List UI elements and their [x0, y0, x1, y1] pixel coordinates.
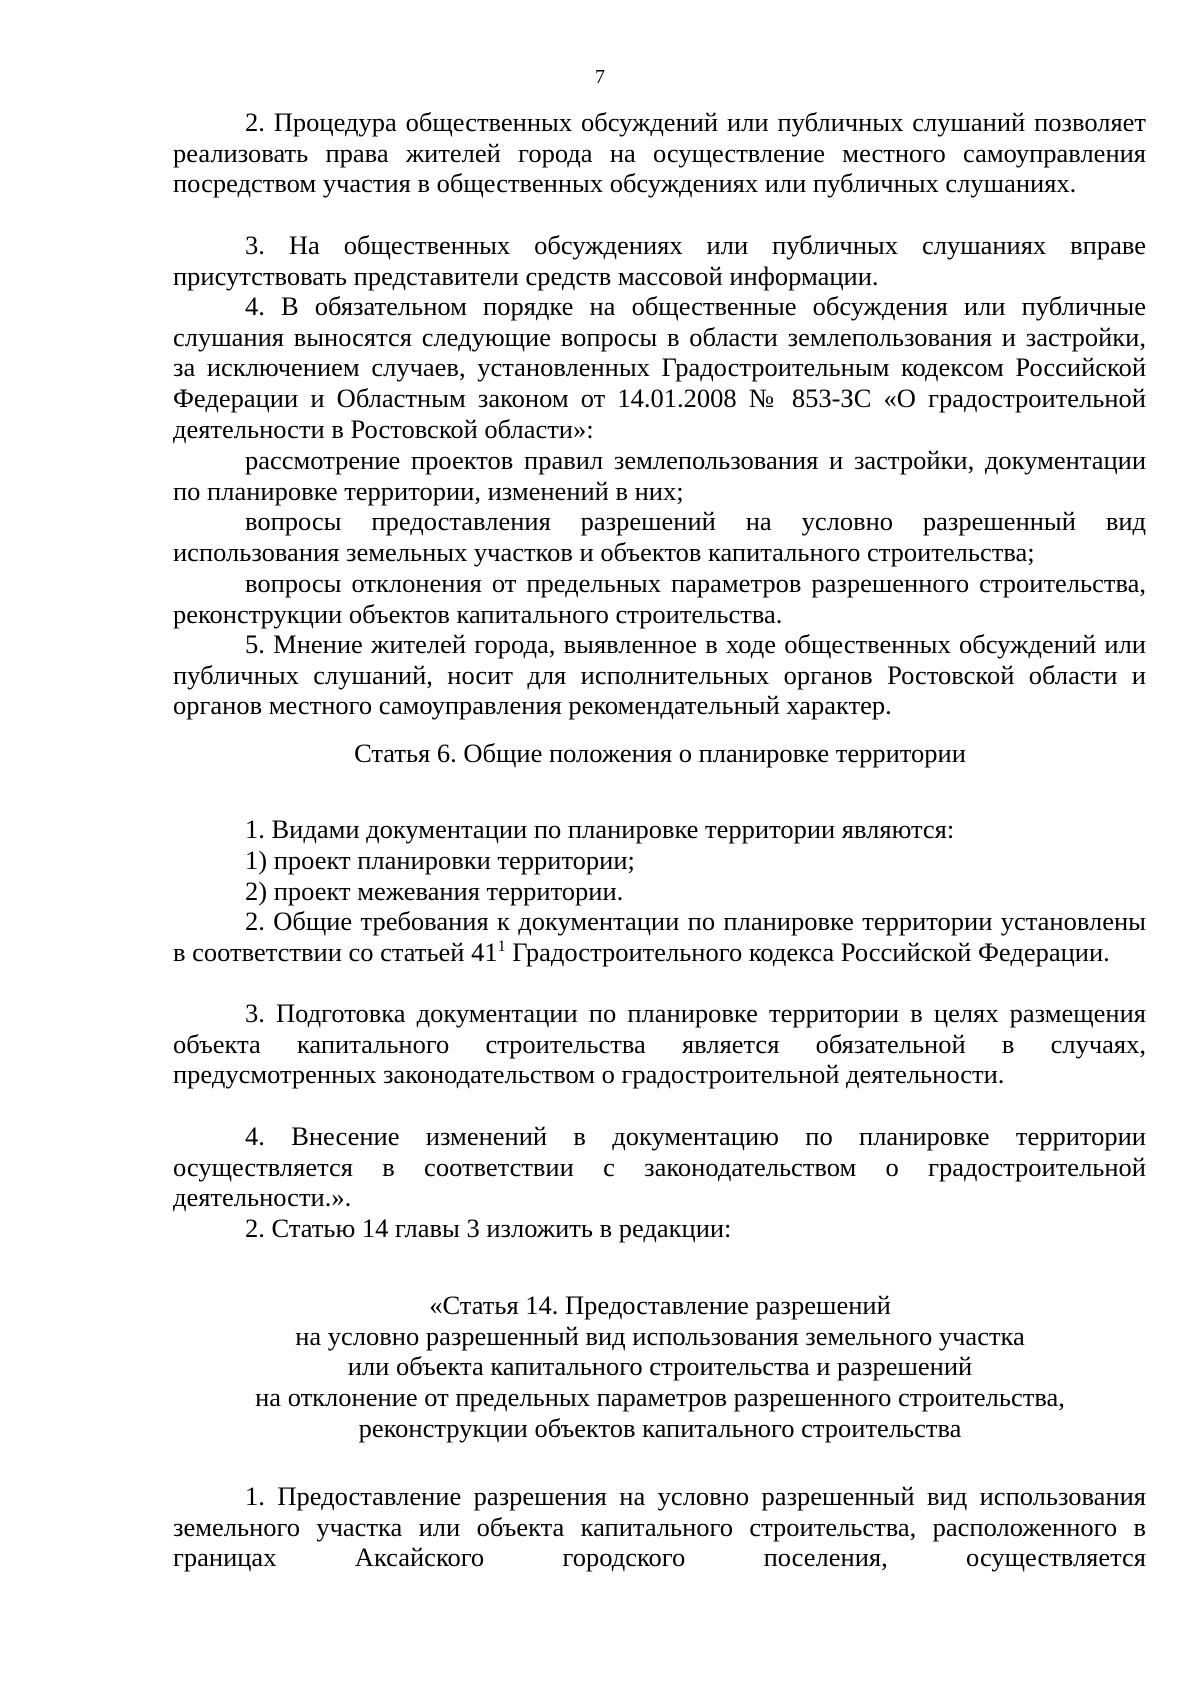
article-superscript: 1 — [497, 937, 506, 955]
paragraph-mandatory-issues: 4. В обязательном порядке на общественные обсуждения или публичные слушания выносятся следующие вопросы в области землепользования и застройки, за исключением случаев, установленных Градостроительным кодексом Российской Федерации и Областным законом от 14.01.2008 № 853-ЗС «О градостроительной деятельности в Ростовской области»: — [173, 291, 1146, 444]
paragraph-article-14-instruction: 2. Статью 14 главы 3 изложить в редакции: — [245, 1213, 732, 1243]
article-14-heading — [120, 1290, 1200, 1444]
paragraph-permit-granting: 1. Предоставление разрешения на условно разрешенный вид использования земельного участка или объекта капитального строительства, расположенного в границах Аксайского городского поселения, осуществляется — [173, 1481, 1146, 1573]
article-14-heading-line: на отклонение от предельных параметров разрешенного строительства, — [255, 1382, 1065, 1413]
paragraph-rules-review: рассмотрение проектов правил землепользования и застройки, документации по планировке территории, изменений в них; — [173, 445, 1146, 506]
list-item-survey-project: 2) проект межевания территории. — [245, 876, 624, 906]
paragraph-preparation: 3. Подготовка документации по планировке территории в целях размещения объекта капитального строительства является обязательной в случаях, предусмотренных законодательством о градостроительной деятельности. — [173, 998, 1146, 1090]
article-14-heading-line: реконструкции объектов капитального строительства — [358, 1412, 962, 1443]
paragraph-amendments: 4. Внесение изменений в документацию по планировке территории осуществляется в соответствии с законодательством о градостроительной деятельности.». — [173, 1121, 1146, 1213]
paragraph-doc-types: 1. Видами документации по планировке территории являются: — [245, 814, 955, 844]
req-text-end: Градостроительного кодекса Российской Федерации. — [505, 936, 1110, 967]
paragraph-general-requirements — [173, 906, 1146, 967]
paragraph-deviation: вопросы отклонения от предельных параметров разрешенного строительства, реконструкции объектов капитального строительства. — [173, 568, 1146, 629]
paragraph-conditional-use: вопросы предоставления разрешений на условно разрешенный вид использования земельных участков и объектов капитального строительства; — [173, 506, 1146, 567]
page-number: 7 — [595, 66, 605, 88]
article-14-heading-line: на условно разрешенный вид использования земельного участка — [295, 1320, 1025, 1351]
paragraph-media: 3. На общественных обсуждениях или публичных слушаниях вправе присутствовать представители средств массовой информации. — [173, 230, 1146, 291]
article-6-heading: Статья 6. Общие положения о планировке территории — [354, 738, 966, 768]
req-text-start: 2. Общие требования к документации по планировке территории установлены в соответствии со статьей 41 — [173, 906, 1146, 967]
list-item-planning-project: 1) проект планировки территории; — [245, 845, 635, 875]
paragraph-procedure: 2. Процедура общественных обсуждений или публичных слушаний позволяет реализовать права жителей города на осуществление местного самоуправления посредством участия в общественных обсуждениях или публичных слушаниях. — [173, 107, 1146, 199]
article-14-heading-line: «Статья 14. Предоставление разрешений — [429, 1290, 891, 1320]
paragraph-opinion: 5. Мнение жителей города, выявленное в ходе общественных обсуждений или публичных слушаний, носит для исполнительных органов Ростовской области и органов местного самоуправления рекомендательный характер. — [173, 629, 1146, 721]
article-14-heading-line: или объекта капитального строительства и разрешений — [347, 1351, 973, 1382]
